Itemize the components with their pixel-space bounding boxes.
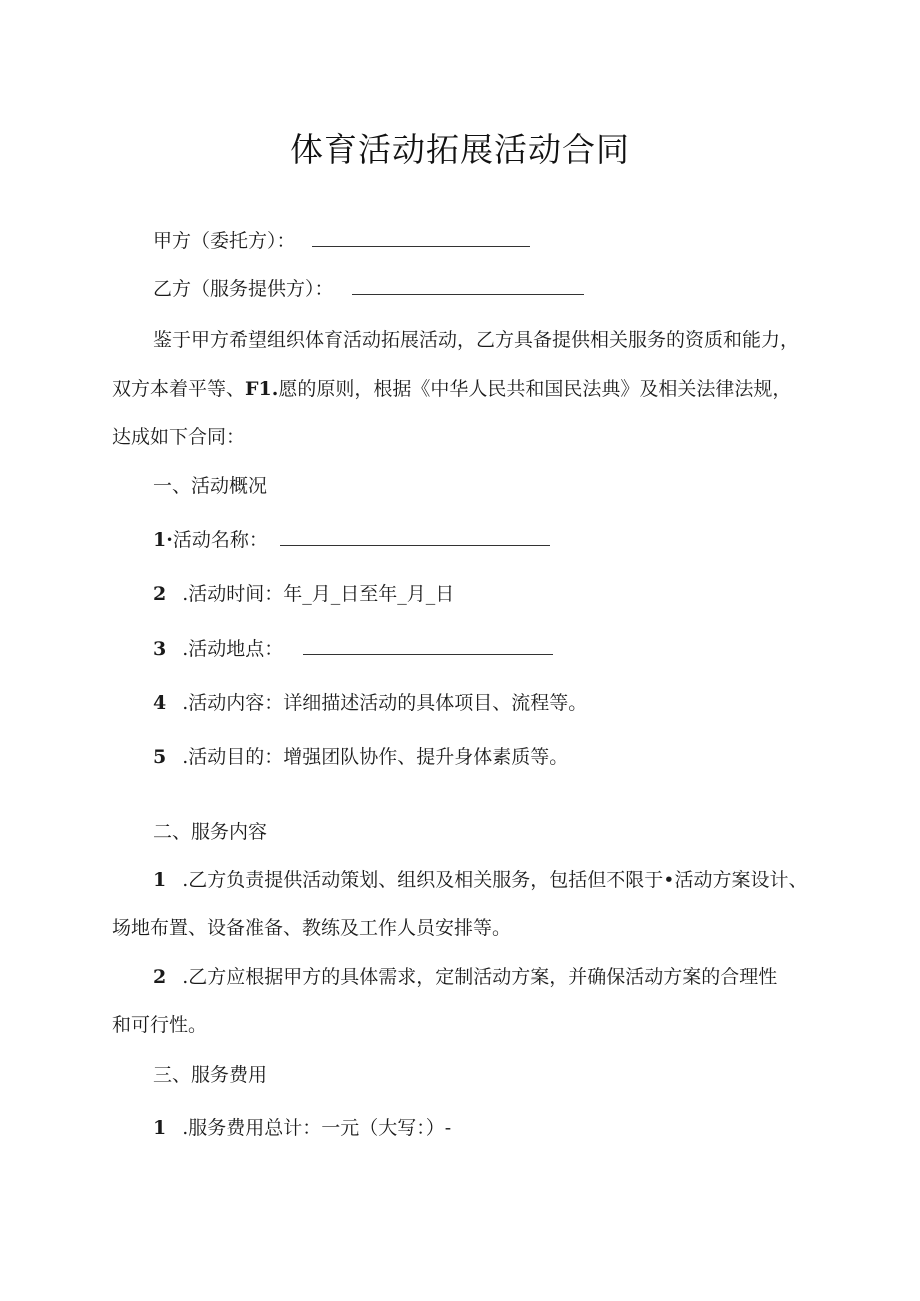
activity-name-blank[interactable] bbox=[280, 527, 550, 546]
party-b-blank[interactable] bbox=[352, 276, 584, 295]
activity-time-item bbox=[153, 581, 454, 607]
activity-name-item bbox=[153, 527, 550, 553]
activity-content-item bbox=[153, 690, 587, 716]
item-number: 5 bbox=[153, 746, 167, 768]
party-a-label: 甲方（委托方）： bbox=[153, 230, 296, 252]
item-number: 2 bbox=[153, 966, 167, 988]
item-text: .活动时间：年_月_日至年_月_日 bbox=[182, 583, 455, 605]
item-text: .活动内容：详细描述活动的具体项目、流程等。 bbox=[182, 692, 588, 714]
item-number: 1· bbox=[153, 529, 173, 551]
party-a-line bbox=[153, 228, 530, 254]
item-number: 1 bbox=[153, 1117, 167, 1139]
section-3-heading: 三、服务费用 bbox=[153, 1064, 268, 1086]
party-b-label: 乙方（服务提供方）： bbox=[153, 278, 334, 300]
item-number: 1 bbox=[153, 869, 167, 891]
item-text: .乙方负责提供活动策划、组织及相关服务，包括但不限于•活动方案设计、 bbox=[182, 869, 808, 891]
item-number: 3 bbox=[153, 638, 167, 660]
item-text: .活动目的：增强团队协作、提升身体素质等。 bbox=[182, 746, 569, 768]
section-2-heading: 二、服务内容 bbox=[153, 821, 268, 843]
activity-location-item bbox=[153, 636, 553, 662]
party-a-blank[interactable] bbox=[312, 228, 530, 247]
section-1-heading: 一、活动概况 bbox=[153, 475, 268, 497]
intro-line-1: 鉴于甲方希望组织体育活动拓展活动，乙方具备提供相关服务的资质和能力， bbox=[153, 329, 800, 351]
item-number: 4 bbox=[153, 692, 167, 714]
service-item-1-line-2: 场地布置、设备准备、教练及工作人员安排等。 bbox=[112, 917, 512, 939]
activity-location-blank[interactable] bbox=[303, 636, 553, 655]
item-text: 活动名称： bbox=[172, 529, 268, 551]
item-text: .服务费用总计：一元（大写：）- bbox=[182, 1117, 452, 1139]
intro-line-2-b: 愿的原则，根据《中华人民共和国民法典》及相关法律法规， bbox=[278, 378, 792, 400]
page-title: 体育活动拓展活动合同 bbox=[290, 130, 630, 169]
service-item-1-line-1 bbox=[153, 867, 807, 893]
item-text: .乙方应根据甲方的具体需求，定制活动方案，并确保活动方案的合理性 bbox=[182, 966, 778, 988]
intro-line-2 bbox=[112, 376, 791, 402]
intro-line-2-bold: F1. bbox=[245, 378, 279, 400]
intro-line-2-a: 双方本着平等、 bbox=[112, 378, 246, 400]
intro-line-3: 达成如下合同： bbox=[112, 426, 246, 448]
party-b-line bbox=[153, 276, 584, 302]
fee-item-1 bbox=[153, 1115, 451, 1141]
item-number: 2 bbox=[153, 583, 167, 605]
item-text: .活动地点： bbox=[182, 638, 284, 660]
service-item-2-line-2: 和可行性。 bbox=[112, 1014, 208, 1036]
service-item-2-line-1 bbox=[153, 964, 777, 990]
activity-purpose-item bbox=[153, 744, 568, 770]
